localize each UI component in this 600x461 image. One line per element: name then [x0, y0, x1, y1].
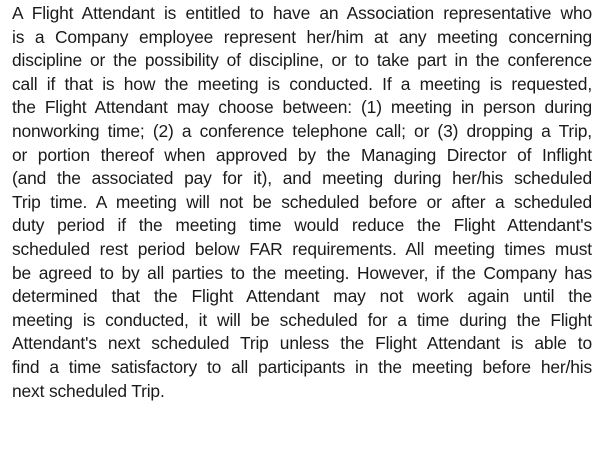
text-line: meeting is conducted, it will be scheduled for a time during the Flight: [12, 309, 592, 330]
text-line: determined that the Flight Attendant may not work again until the: [12, 286, 592, 307]
text-line: discipline or the possibility of discipline, or to take part in the conference: [12, 50, 592, 71]
text-line: the Flight Attendant may choose between: (1) meeting in person during: [12, 97, 592, 118]
text-line: A Flight Attendant is entitled to have an Association representative who: [12, 3, 592, 23]
text-line: (and the associated pay for it), and meeting during her/his scheduled: [12, 168, 592, 189]
text-line: find a time satisfactory to all participants in the meeting before her/his: [12, 356, 592, 377]
text-line: Attendant's next scheduled Trip unless the Flight Attendant is able to: [12, 333, 592, 354]
text-line-last: next scheduled Trip.: [12, 380, 165, 401]
text-line: Trip time. A meeting will not be scheduled before or after a scheduled: [12, 191, 592, 212]
text-line: scheduled rest period below FAR requirements. All meeting times must: [12, 238, 592, 259]
text-line: nonworking time; (2) a conference telephone call; or (3) dropping a Trip,: [12, 120, 592, 141]
text-line: call if that is how the meeting is conducted. If a meeting is requested,: [12, 73, 592, 94]
text-line: or portion thereof when approved by the Managing Director of Inflight: [12, 144, 592, 165]
text-line: be agreed to by all parties to the meeting. However, if the Company has: [12, 262, 592, 283]
text-line: is a Company employee represent her/him at any meeting concerning: [12, 26, 592, 47]
text-line: duty period if the meeting time would reduce the Flight Attendant's: [12, 215, 592, 236]
document-paragraph: [12, 2, 592, 403]
